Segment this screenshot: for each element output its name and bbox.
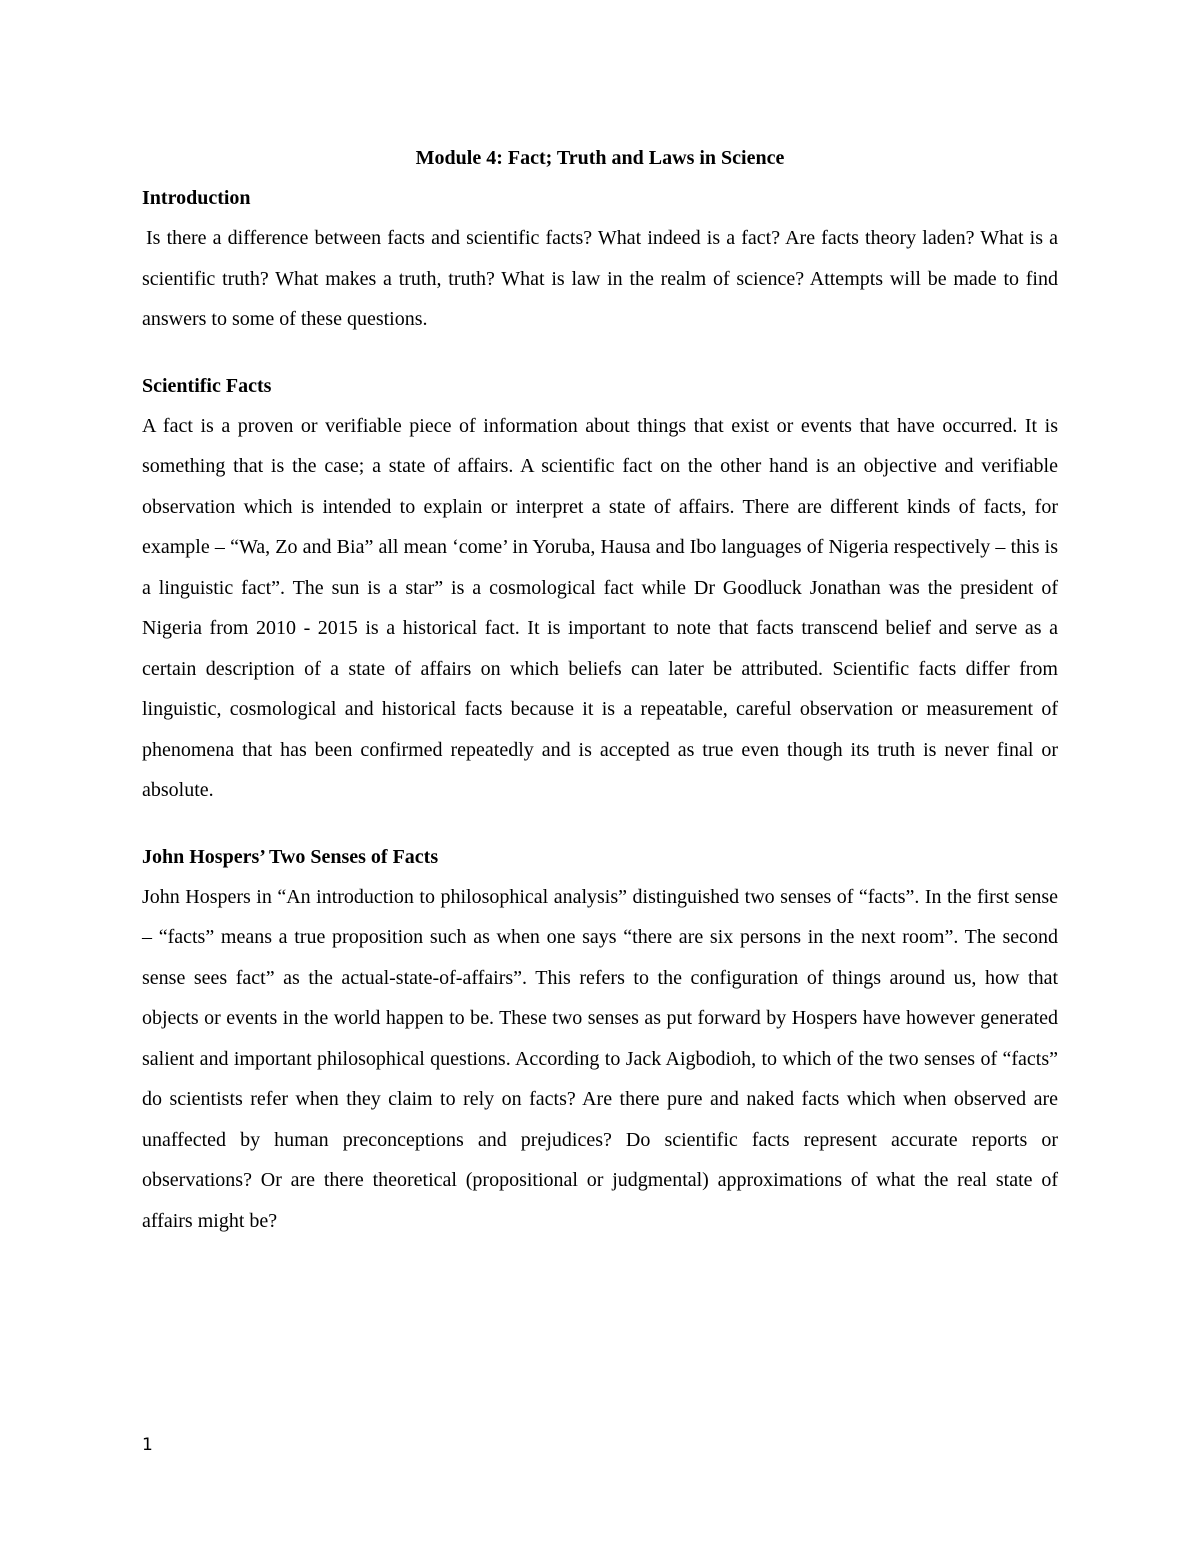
section-body-hospers: John Hospers in “An introduction to philosophical analysis” distinguished two senses of “facts”. In the first sense – “facts” means a true proposition such as when one says “there are six persons in the next room”. The second sense sees fact” as the actual-state-of-affairs”. This refers to the configuration of things around us, how that objects or events in the world happen to be. These two senses as put forward by Hospers have however generated salient and important philosophical questions. According to Jack Aigbodioh, to which of the two senses of “facts” do scientists refer when they claim to rely on facts? Are there pure and naked facts which when observed are unaffected by human preconceptions and prejudices? Do scientific facts represent accurate reports or observations? Or are there theoretical (propositional or judgmental) approximations of what the real state of affairs might be? (142, 885, 1058, 1232)
section-body-introduction: Is there a difference between facts and scientific facts? What indeed is a fact? Are facts theory laden? What is a scientific truth? What makes a truth, truth? What is law in the realm of science? Attempts will be made to find answers to some of these questions. (142, 227, 1058, 330)
section-heading-introduction: Introduction (142, 187, 251, 209)
page-number: 1 (142, 1435, 153, 1455)
section-heading-hospers: John Hospers’ Two Senses of Facts (142, 845, 439, 868)
page-content (142, 138, 1058, 1241)
section-heading-scientific-facts: Scientific Facts (142, 374, 272, 397)
paragraph-spacer (142, 340, 1058, 366)
paragraph-spacer (142, 811, 1058, 837)
page-title: Module 4: Fact; Truth and Laws in Science (415, 147, 785, 169)
section-body-scientific-facts: A fact is a proven or verifiable piece of information about things that exist or events that have occurred. It is something that is the case; a state of affairs. A scientific fact on the other hand is an objective and verifiable observation which is intended to explain or interpret a state of affairs. There are different kinds of facts, for example – “Wa, Zo and Bia” all mean ‘come’ in Yoruba, Hausa and Ibo languages of Nigeria respectively – this is a linguistic fact”. The sun is a star” is a cosmological fact while Dr Goodluck Jonathan was the president of Nigeria from 2010 - 2015 is a historical fact. It is important to note that facts transcend belief and serve as a certain description of a state of affairs on which beliefs can later be attributed. Scientific facts differ from linguistic, cosmological and historical facts because it is a repeatable, careful observation or measurement of phenomena that has been confirmed repeatedly and is accepted as true even though its truth is never final or absolute. (142, 414, 1058, 801)
